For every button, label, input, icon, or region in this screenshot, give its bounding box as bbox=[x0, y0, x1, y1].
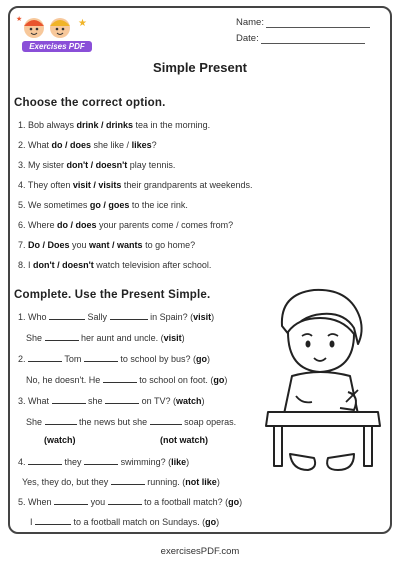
answer-blank[interactable] bbox=[84, 353, 118, 362]
answer-blank[interactable] bbox=[108, 496, 142, 505]
answer-blank[interactable] bbox=[105, 395, 139, 404]
answer-blank[interactable] bbox=[52, 395, 86, 404]
list-item: 8. I don't / doesn't watch television after school. bbox=[18, 260, 212, 270]
footer-site: exercisesPDF.com bbox=[160, 546, 240, 557]
list-item: 5. When you to a football match? (go) bbox=[18, 497, 243, 507]
list-item: She her aunt and uncle. (visit) bbox=[26, 333, 185, 343]
list-item: 3. My sister don't / doesn't play tennis. bbox=[18, 160, 176, 170]
answer-blank[interactable] bbox=[28, 353, 62, 362]
page-title: Simple Present bbox=[153, 60, 247, 75]
date-label: Date: bbox=[236, 33, 259, 44]
answer-blank[interactable] bbox=[49, 311, 85, 320]
answer-blank[interactable] bbox=[35, 516, 71, 525]
answer-blank[interactable] bbox=[103, 374, 137, 383]
list-item: Yes, they do, but they running. (not like) bbox=[22, 477, 220, 487]
list-item: 4. they swimming? (like) bbox=[18, 457, 190, 467]
list-item: I to a football match on Sundays. (go) bbox=[30, 517, 220, 527]
verb-hint: (not watch) bbox=[160, 435, 208, 445]
svg-text:★: ★ bbox=[16, 16, 23, 23]
answer-blank[interactable] bbox=[111, 476, 145, 485]
svg-text:★: ★ bbox=[78, 18, 87, 29]
section2-heading: Complete. Use the Present Simple. bbox=[14, 289, 211, 301]
list-item: No, he doesn't. He to school on foot. (go) bbox=[26, 375, 228, 385]
section1-heading: Choose the correct option. bbox=[14, 97, 166, 109]
list-item: 2. What do / does she like / likes? bbox=[18, 140, 157, 150]
verb-hint: (watch) bbox=[44, 435, 76, 445]
list-item: 6. Where do / does your parents come / comes from? bbox=[18, 220, 234, 230]
answer-blank[interactable] bbox=[110, 311, 148, 320]
list-item: 7. Do / Does you want / wants to go home? bbox=[18, 240, 196, 250]
logo-text: Exercises PDF bbox=[22, 41, 92, 52]
date-line bbox=[261, 43, 365, 44]
list-item: 1. Who Sally in Spain? (visit) bbox=[18, 312, 215, 322]
list-item: 3. What she on TV? (watch) bbox=[18, 396, 205, 406]
list-item: She the news but she soap operas. bbox=[26, 417, 237, 427]
list-item: 2. Tom to school by bus? (go) bbox=[18, 354, 210, 364]
name-line bbox=[266, 27, 370, 28]
name-field[interactable] bbox=[236, 17, 370, 28]
list-item: 1. Bob always drink / drinks tea in the morning. bbox=[18, 120, 211, 130]
logo bbox=[12, 12, 98, 52]
date-field[interactable] bbox=[236, 33, 365, 44]
answer-blank[interactable] bbox=[84, 456, 118, 465]
answer-blank[interactable] bbox=[45, 416, 77, 425]
kid-at-desk-illustration bbox=[262, 284, 384, 482]
list-item: 5. We sometimes go / goes to the ice rink. bbox=[18, 200, 188, 210]
answer-blank[interactable] bbox=[45, 332, 79, 341]
answer-blank[interactable] bbox=[28, 456, 62, 465]
name-label: Name: bbox=[236, 17, 264, 28]
answer-blank[interactable] bbox=[150, 416, 182, 425]
answer-blank[interactable] bbox=[54, 496, 88, 505]
list-item: 4. They often visit / visits their grandparents at weekends. bbox=[18, 180, 253, 190]
